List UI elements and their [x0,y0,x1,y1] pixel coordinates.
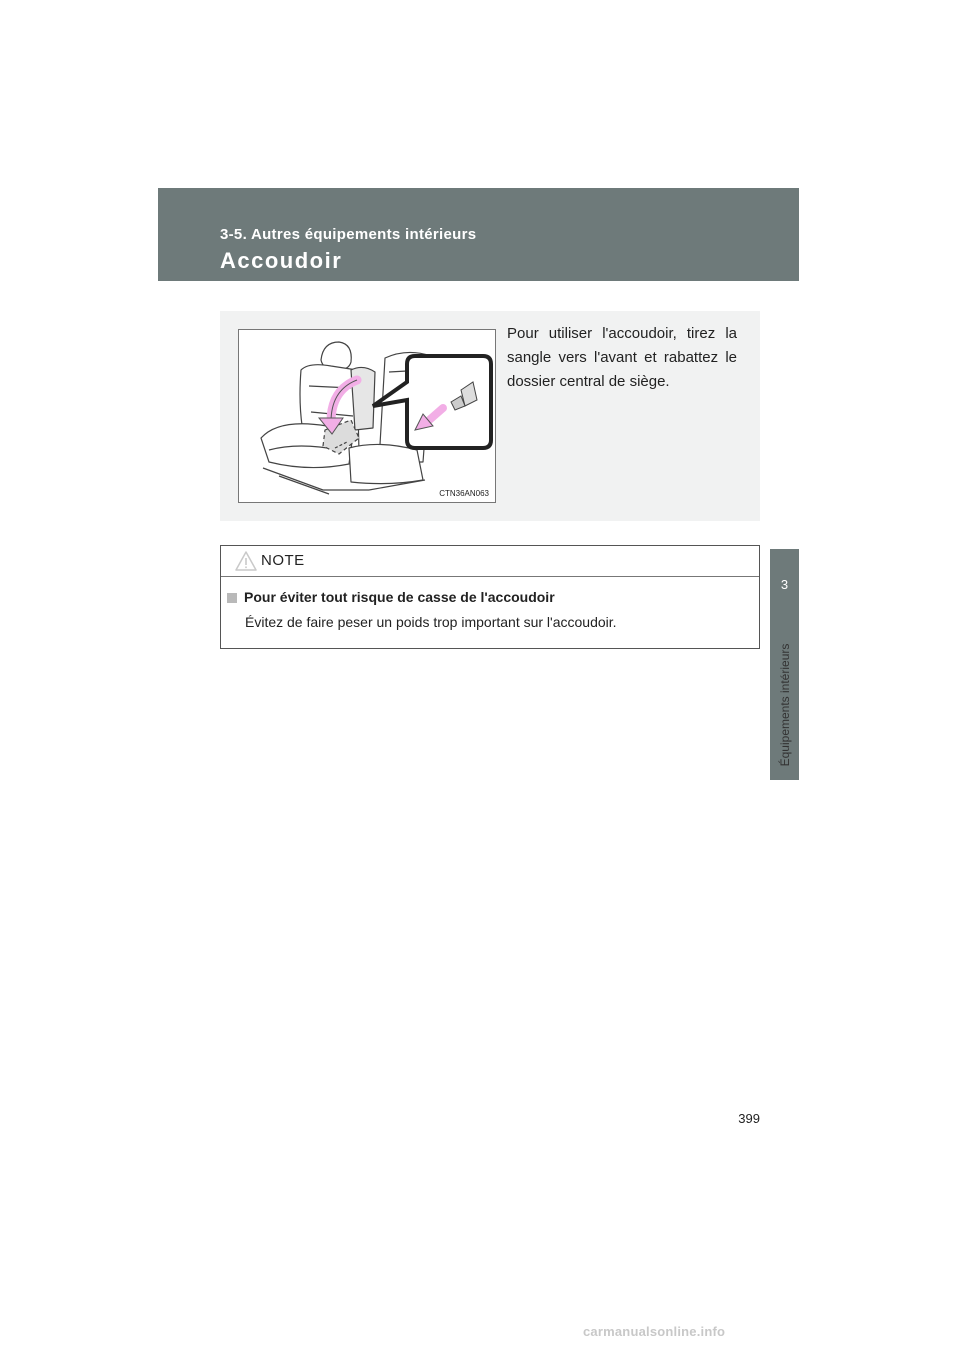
watermark: carmanualsonline.info [583,1324,726,1339]
page-number: 399 [738,1111,760,1126]
note-text: Évitez de faire peser un poids trop important sur l'accoudoir. [245,614,617,630]
content-box [220,311,760,521]
note-heading-text: Pour éviter tout risque de casse de l'accoudoir [244,589,555,605]
chapter-label-text: Équipements intérieurs [777,643,792,767]
section-header [158,188,799,281]
armrest-illustration [238,329,496,503]
chapter-label [770,620,799,790]
seat-drawing [239,330,495,502]
figure-code: CTN36AN063 [439,489,489,498]
note-box [220,545,760,649]
page-title: Accoudoir [220,248,343,273]
note-header [221,546,759,577]
note-label: NOTE [261,552,305,569]
section-label: 3-5. Autres équipements intérieurs [220,226,477,243]
square-bullet-icon [227,593,237,603]
warning-icon [235,550,257,572]
note-heading [227,589,555,605]
chapter-number: 3 [780,577,789,592]
instruction-text: Pour utiliser l'accoudoir, tirez la sangle vers l'avant et rabattez le dossier central de siège. [507,325,737,390]
